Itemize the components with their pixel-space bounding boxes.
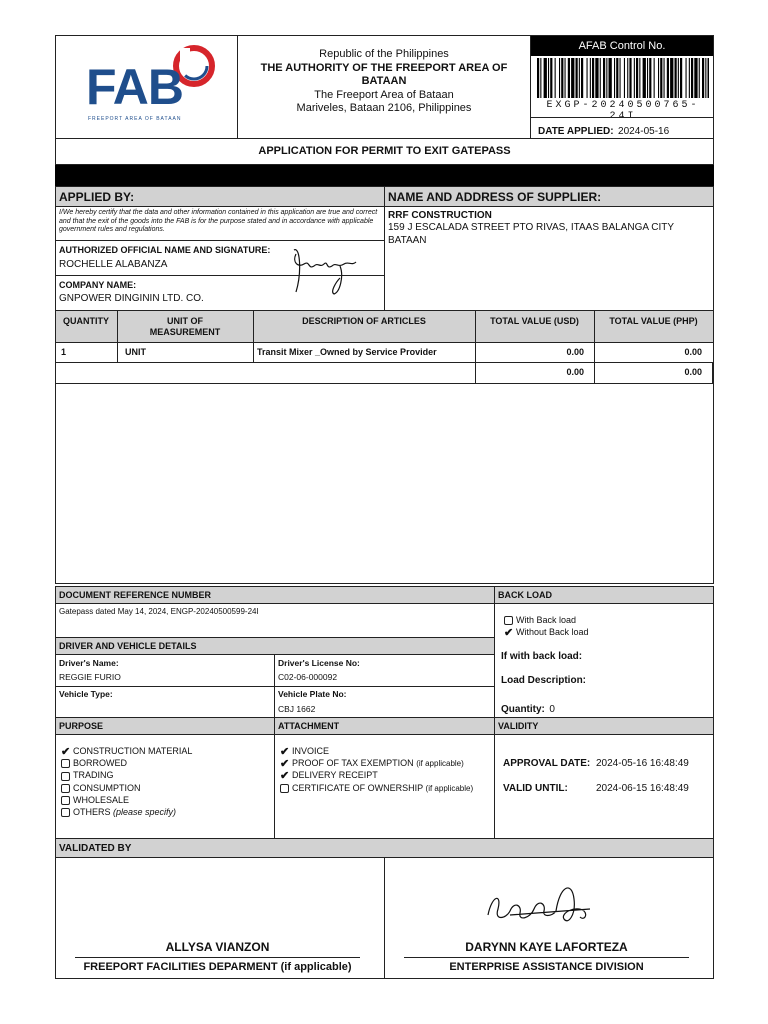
attachment-label: ATTACHMENT [278, 721, 340, 731]
checkbox-icon[interactable] [61, 772, 70, 781]
company-name: GNPOWER DINGININ LTD. CO. [59, 293, 204, 304]
table-row [55, 343, 714, 362]
purpose-option-construction[interactable]: ✔ CONSTRUCTION MATERIAL [61, 745, 193, 758]
logo-text: FAB [86, 59, 183, 115]
validated-by-label: VALIDATED BY [59, 843, 132, 854]
checkbox-icon[interactable] [61, 796, 70, 805]
purpose-option-trading[interactable]: TRADING [61, 769, 192, 781]
col-unit: UNIT OF MEASUREMENT [149, 316, 221, 337]
row-unit: UNIT [125, 347, 146, 357]
purpose-option-borrowed[interactable]: BORROWED [61, 757, 192, 769]
vehicle-type-label: Vehicle Type: [59, 689, 113, 699]
checkmark-icon[interactable]: ✔ [280, 770, 290, 782]
quantity-value: 0 [549, 704, 555, 715]
approval-date: 2024-05-16 16:48:49 [596, 758, 689, 769]
validated-by-header [56, 839, 713, 857]
with-back-load-option[interactable]: With Back load [504, 614, 589, 626]
area-text: The Freeport Area of Bataan [314, 88, 454, 101]
applied-by-label: APPLIED BY: [59, 190, 135, 204]
plate-label: Vehicle Plate No: [278, 689, 347, 699]
barcode-graphic [537, 58, 709, 98]
supplier-label: NAME AND ADDRESS OF SUPPLIER: [388, 190, 602, 204]
validator-signature [480, 875, 600, 935]
official-label: AUTHORIZED OFFICIAL NAME AND SIGNATURE: [59, 245, 271, 255]
attachment-option-delivery-receipt[interactable]: ✔ DELIVERY RECEIPT [280, 770, 378, 782]
attachment-option-invoice[interactable]: ✔ INVOICE [280, 745, 330, 758]
total-php: 0.00 [684, 367, 702, 377]
row-quantity: 1 [61, 347, 67, 357]
republic-text: Republic of the Philippines [319, 48, 449, 60]
approval-date-label: APPROVAL DATE: [503, 758, 591, 769]
purpose-option-wholesale[interactable]: WHOLESALE [61, 794, 192, 806]
checkbox-icon[interactable] [61, 784, 70, 793]
official-signature [290, 242, 360, 297]
plate-number: CBJ 1662 [278, 704, 316, 714]
col-quantity: QUANTITY [63, 316, 109, 326]
address-text: Mariveles, Bataan 2106, Philippines [296, 102, 472, 114]
left-validator-name: ALLYSA VIANZON [165, 940, 270, 954]
right-validator-name: DARYNN KAYE LAFORTEZA [465, 940, 628, 954]
validity-section [494, 717, 714, 839]
driver-name: REGGIE FURIO [59, 672, 121, 682]
doc-ref-label: DOCUMENT REFERENCE NUMBER [59, 590, 212, 600]
form-title: APPLICATION FOR PERMIT TO EXIT GATEPASS [258, 145, 511, 157]
doc-ref-value: Gatepass dated May 14, 2024, ENGP-20240500599-24I [59, 607, 259, 616]
load-description-label: Load Description: [501, 675, 587, 686]
attachment-option-certificate[interactable]: CERTIFICATE OF OWNERSHIP (if applicable) [280, 782, 473, 794]
certification-text: I/We hereby certify that the data and other information contained in this application are true and correct and that the exit of the goods into the FAB is for the purpose stated and in accordance with applicable government rules and regulations. [59, 209, 378, 233]
official-name: ROCHELLE ALABANZA [59, 259, 168, 270]
valid-until-label: VALID UNTIL: [503, 783, 568, 794]
left-validator-office: FREEPORT FACILITIES DEPARMENT (if applicable) [83, 961, 352, 973]
purpose-option-others[interactable]: OTHERS (please specify) [61, 806, 192, 818]
attachment-option-tax-exemption[interactable]: ✔ PROOF OF TAX EXEMPTION (if applicable) [280, 757, 464, 770]
authority-text: THE AUTHORITY OF THE FREEPORT AREA OF BATAAN [260, 61, 508, 87]
license-number: C02-06-000092 [278, 672, 338, 682]
col-description: DESCRIPTION OF ARTICLES [302, 316, 426, 326]
date-applied-value: 2024-05-16 [618, 126, 670, 137]
quantity-label: Quantity: [501, 704, 545, 715]
driver-name-label: Driver's Name: [59, 658, 119, 668]
date-applied-label: DATE APPLIED: [538, 126, 614, 137]
back-load-label: BACK LOAD [498, 590, 552, 600]
row-description: Transit Mixer _Owned by Service Provider [257, 347, 437, 357]
control-number: EXGP-20240500765- [546, 100, 700, 111]
col-total-php: TOTAL VALUE (PHP) [609, 316, 698, 326]
checkmark-icon[interactable]: ✔ [61, 745, 71, 758]
black-divider-bar [55, 165, 714, 186]
total-usd: 0.00 [566, 367, 584, 377]
checkmark-icon[interactable]: ✔ [504, 626, 514, 639]
without-back-load-option[interactable]: ✔ Without Back load [504, 626, 589, 639]
checkbox-icon[interactable] [280, 784, 289, 793]
checkbox-icon[interactable] [61, 759, 70, 768]
col-total-usd: TOTAL VALUE (USD) [490, 316, 579, 326]
row-php: 0.00 [684, 347, 702, 357]
if-with-back-load-label: If with back load: [501, 651, 583, 662]
checkmark-icon[interactable]: ✔ [280, 757, 290, 770]
logo-tagline: FREEPORT AREA OF BATAAN [88, 116, 182, 122]
valid-until: 2024-06-15 16:48:49 [596, 783, 689, 794]
checkbox-icon[interactable] [504, 616, 513, 625]
checkmark-icon[interactable]: ✔ [280, 745, 290, 758]
supplier-name: RRF CONSTRUCTION [388, 210, 492, 221]
purpose-label: PURPOSE [59, 721, 104, 731]
purpose-option-consumption[interactable]: CONSUMPTION [61, 782, 192, 794]
validity-label: VALIDITY [498, 721, 539, 731]
license-label: Driver's License No: [278, 658, 360, 668]
supplier-address: 159 J ESCALADA STREET PTO RIVAS, ITAAS BALANGA CITY BATAAN [388, 222, 674, 246]
driver-section-label: DRIVER AND VEHICLE DETAILS [59, 641, 197, 651]
checkbox-icon[interactable] [61, 808, 70, 817]
right-validator-office: ENTERPRISE ASSISTANCE DIVISION [449, 961, 644, 973]
company-label: COMPANY NAME: [59, 280, 137, 290]
control-label: AFAB Control No. [531, 36, 713, 56]
row-usd: 0.00 [566, 347, 584, 357]
